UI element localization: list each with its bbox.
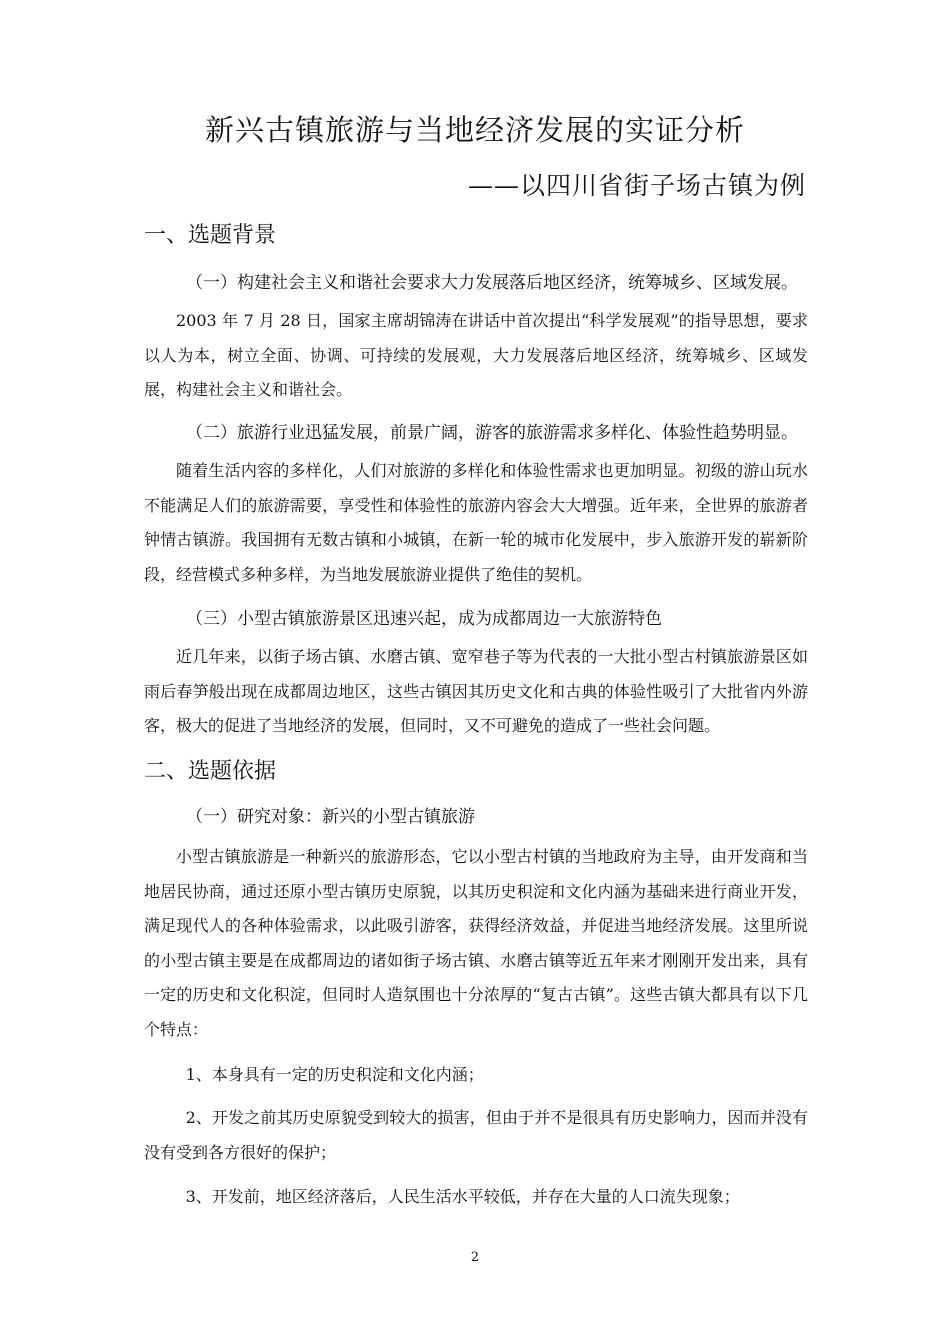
subheading-harmonious-society: （一）构建社会主义和谐社会要求大力发展落后地区经济，统筹城乡、区域发展。 — [186, 273, 798, 293]
paragraph-small-town-examples: 近几年来，以街子场古镇、水磨古镇、宽窄巷子等为代表的一大批小型古村镇旅游景区如雨后春笋般出现在成都周边地区，这些古镇因其历史文化和古典的体验性吸引了大批省内外游客，极大的促进了当地经济的发展，但同时，又不可避免的造成了一些社会问题。 — [144, 647, 808, 735]
subheading-small-town-rise: （三）小型古镇旅游景区迅速兴起，成为成都周边一大旅游特色 — [186, 609, 662, 629]
subheading-tourism-growth: （二）旅游行业迅猛发展，前景广阔，游客的旅游需求多样化、体验性趋势明显。 — [186, 423, 798, 443]
paragraph-small-town-tourism-definition: 小型古镇旅游是一种新兴的旅游形态，它以小型古村镇的当地政府为主导，由开发商和当地居民协商，通过还原小型古镇历史原貌，以其历史积淀和文化内涵为基础来进行商业开发，满足现代人的各种体验需求，以此吸引游客，获得经济效益，并促进当地经济发展。这里所说的小型古镇主要是在成都周边的诸如街子场古镇、水磨古镇等近五年来才刚刚开发出来，具有一定的历史和文化积淀，但同时人造氛围也十分浓厚的“复古古镇”。这些古镇大都具有以下几个特点： — [144, 847, 808, 1039]
document-title: 新兴古镇旅游与当地经济发展的实证分析 — [204, 113, 745, 147]
list-item-3: 3、开发前，地区经济落后，人民生活水平较低，并存在大量的人口流失现象； — [185, 1187, 740, 1206]
paragraph-tourism-diversity: 随着生活内容的多样化，人们对旅游的多样化和体验性需求也更加明显。初级的游山玩水不能满足人们的旅游需要，享受性和体验性的旅游内容会大大增强。近年来，全世界的旅游者钟情古镇游。我国拥有无数古镇和小城镇，在新一轮的城市化发展中，步入旅游开发的崭新阶段，经营模式多种多样，为当地发展旅游业提供了绝佳的契机。 — [144, 461, 808, 584]
section-heading-background: 一、选题背景 — [144, 223, 277, 248]
list-item-2: 2、开发之前其历史原貌受到较大的损害，但由于并不是很具有历史影响力，因而并没有没有受到各方很好的保护； — [144, 1108, 808, 1162]
document-subtitle: ——以四川省街子场古镇为例 — [467, 171, 806, 200]
subheading-research-object: （一）研究对象：新兴的小型古镇旅游 — [186, 807, 475, 827]
list-item-1: 1、本身具有一定的历史积淀和文化内涵； — [185, 1065, 484, 1084]
paragraph-scientific-development: 2003 年 7 月 28 日，国家主席胡锦涛在讲话中首次提出“科学发展观”的指导思想，要求以人为本，树立全面、协调、可持续的发展观，大力发展落后地区经济，统筹城乡、区域发展，构建社会主义和谐社会。 — [144, 311, 808, 399]
section-heading-basis: 二、选题依据 — [144, 759, 277, 784]
page-number: 2 — [470, 1250, 480, 1265]
